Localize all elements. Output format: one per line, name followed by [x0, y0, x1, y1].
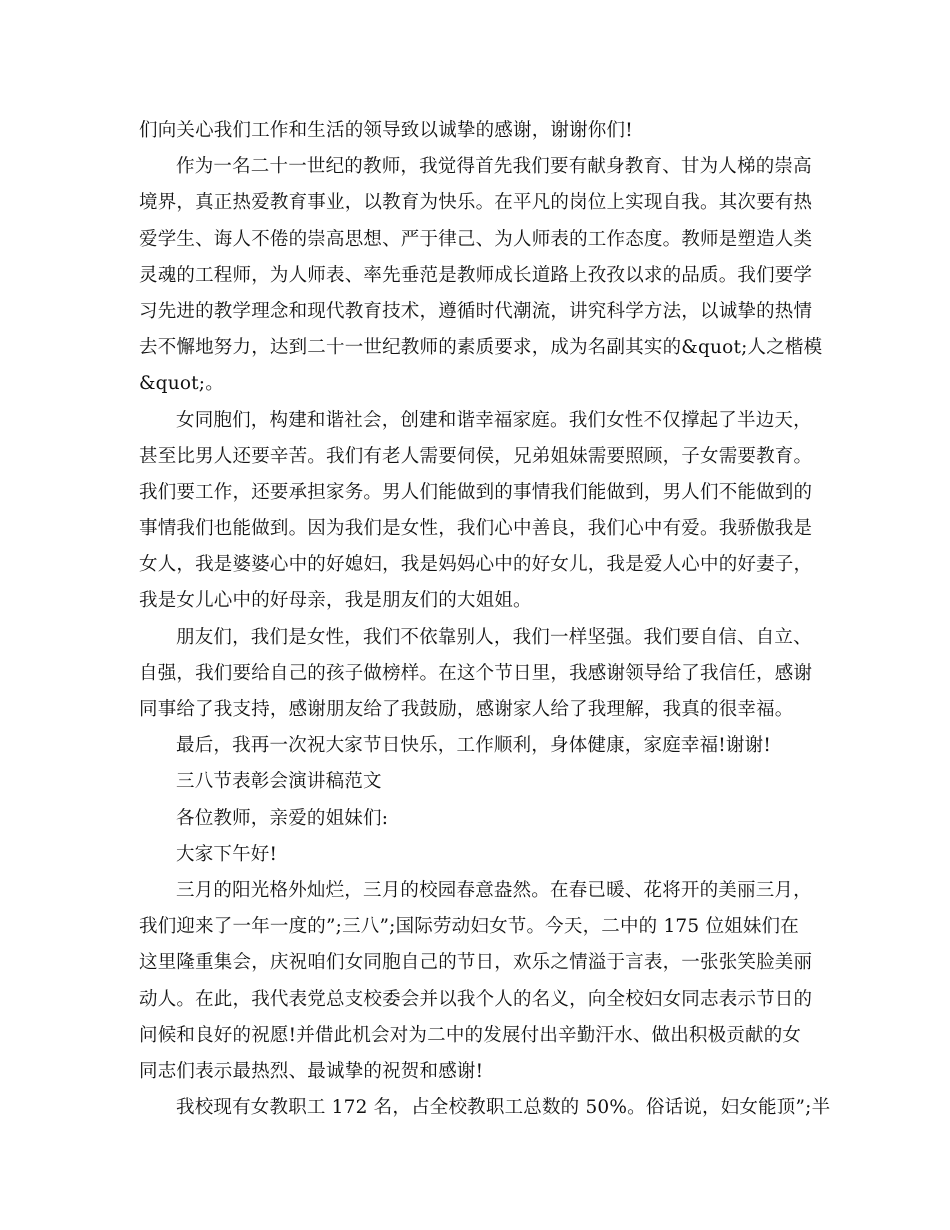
text-line: 同事给了我支持，感谢朋友给了我鼓励，感谢家人给了我理解，我真的很幸福。: [139, 699, 794, 720]
text-line: 三月的阳光格外灿烂，三月的校园春意盎然。在春已暖、花将开的美丽三月，: [176, 879, 812, 901]
text-line: 甚至比男人还要辛苦。我们有老人需要伺侯，兄弟姐妹需要照顾，子女需要教育。: [139, 445, 813, 467]
text-line: &quot;。: [139, 373, 224, 395]
text-line: 同志们表示最热烈、最诚挚的祝贺和感谢!: [139, 1060, 484, 1082]
text-line: 自强，我们要给自己的孩子做榜样。在这个节日里，我感谢领导给了我信任，感谢: [139, 662, 813, 684]
text-line: 女同胞们，构建和谐社会，创建和谐幸福家庭。我们女性不仅撑起了半边天，: [176, 409, 812, 431]
text-line: 我是女儿心中的好母亲，我是朋友们的大姐姐。: [139, 590, 532, 612]
text-line: 我校现有女教职工 172 名，占全校教职工总数的 50%。俗话说，妇女能顶”;半: [176, 1097, 831, 1119]
text-line: 朋友们，我们是女性，我们不依靠别人，我们一样坚强。我们要自信、自立、: [176, 626, 812, 648]
text-line: 我们要工作，还要承担家务。男人们能做到的事情我们能做到，男人们不能做到的: [139, 481, 813, 503]
text-line: 事情我们也能做到。因为我们是女性，我们心中善良，我们心中有爱。我骄傲我是: [139, 518, 813, 540]
text-line: 最后，我再一次祝大家节日快乐，工作顺利，身体健康，家庭幸福!谢谢!: [176, 735, 771, 757]
text-line: 动人。在此，我代表党总支校委会并以我个人的名义，向全校妇女同志表示节日的: [139, 988, 813, 1010]
document-body: [139, 113, 831, 1126]
text-line: 习先进的教学理念和现代教育技术，遵循时代潮流，讲究科学方法，以诚挚的热情: [139, 300, 813, 322]
text-line: 们向关心我们工作和生活的领导致以诚挚的感谢，谢谢你们!: [139, 120, 633, 141]
text-line: 我们迎来了一年一度的”;三八”;国际劳动妇女节。今天，二中的 175 位姐妹们在: [139, 916, 799, 938]
text-line: 三八节表彰会演讲稿范文: [176, 771, 382, 793]
text-line: 去不懈地努力，达到二十一世纪教师的素质要求，成为名副其实的&quot;人之楷模: [139, 337, 823, 359]
text-line: 这里隆重集会，庆祝咱们女同胞自己的节日，欢乐之情溢于言表，一张张笑脸美丽: [139, 952, 813, 974]
text-line: 各位教师，亲爱的姐妹们:: [176, 807, 389, 829]
text-line: 女人，我是婆婆心中的好媳妇，我是妈妈心中的好女儿，我是爱人心中的好妻子，: [139, 554, 813, 576]
text-line: 问候和良好的祝愿!并借此机会对为二中的发展付出辛勤汗水、做出积极贡献的女: [139, 1024, 802, 1046]
text-line: 爱学生、诲人不倦的崇高思想、严于律己、为人师表的工作态度。教师是塑造人类: [139, 228, 813, 250]
text-line: 灵魂的工程师，为人师表、率先垂范是教师成长道路上孜孜以求的品质。我们要学: [139, 264, 813, 286]
text-line: 作为一名二十一世纪的教师，我觉得首先我们要有献身教育、甘为人梯的崇高: [176, 156, 812, 178]
text-line: 境界，真正热爱教育事业，以教育为快乐。在平凡的岗位上实现自我。其次要有热: [139, 192, 813, 214]
text-line: 大家下午好!: [176, 843, 278, 865]
